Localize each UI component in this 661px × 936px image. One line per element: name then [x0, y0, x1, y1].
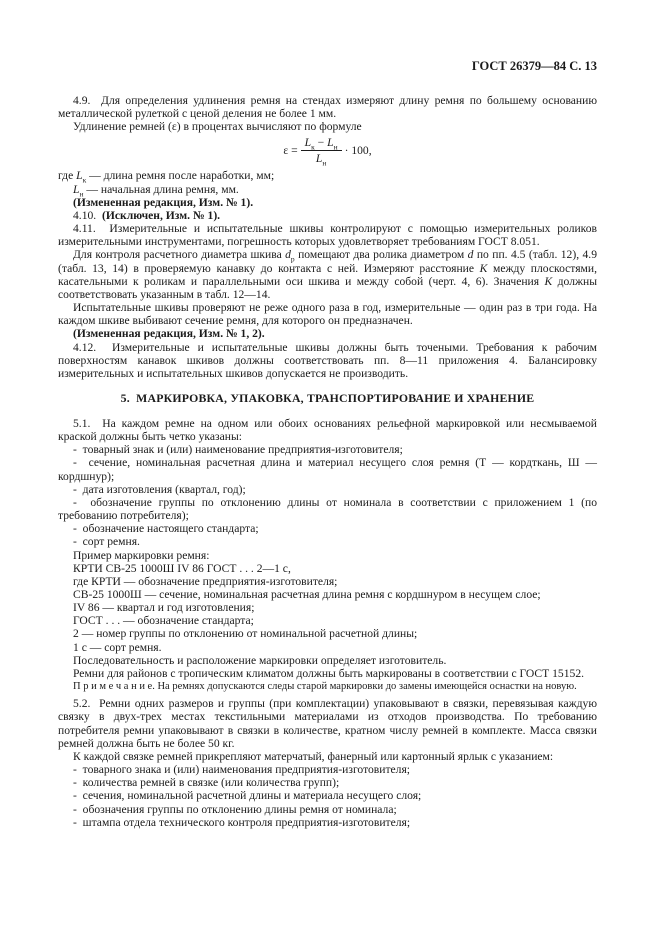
formula-lhs: [283, 144, 297, 157]
list-item: [58, 816, 597, 829]
fraction: [301, 136, 342, 168]
list-item: [58, 763, 597, 776]
page-header: ГОСТ 26379—84 С. 13: [471, 59, 597, 73]
amendment-note: [58, 327, 597, 340]
text-run: Для контроля расчетного диаметра шкива: [73, 248, 286, 262]
text-run: ε =: [283, 144, 298, 158]
text-run: - обозначение настоящего стандарта;: [73, 522, 259, 536]
list-item: [58, 443, 597, 456]
list-item: [58, 456, 597, 482]
list-item: [58, 789, 597, 802]
subscript: н: [322, 158, 327, 168]
text-run: где КРТИ — обозначение предприятия-изготовителя;: [73, 574, 338, 588]
section-heading: [58, 391, 597, 405]
paragraph: [58, 341, 597, 380]
text-run: где: [58, 169, 77, 183]
definition-line: [58, 614, 597, 627]
text-run: - штампа отдела технического контроля предприятия-изготовителя;: [73, 815, 411, 829]
variable: L: [304, 136, 312, 150]
text-run: 2 — номер группы по отклонению от номинальной расчетной длины;: [73, 627, 418, 641]
text-run: −: [314, 136, 328, 150]
definition-line: [58, 601, 597, 614]
text-run: КРТИ СВ-25 1000Ш IV 86 ГОСТ . . . 2—1 с,: [73, 561, 291, 575]
text-run: 4.12. Измерительные и испытательные шкивы должны быть точеными. Требования к рабочим поверхностям канавок шкивов должны соответствовать пп. 8—11 приложения 4. Балансировку измерительных и испытательных шкивов допускается не производить.: [58, 340, 597, 380]
text-run: (Исключен, Изм. № 1).: [101, 208, 221, 222]
list-item: [58, 803, 597, 816]
text-run: должны соответствовать указанным в табл. 12—14.: [58, 274, 597, 301]
variable: K: [479, 261, 488, 275]
text-run: - сорт ремня.: [73, 535, 140, 549]
text-run: - товарный знак и (или) наименование предприятия-изготовителя;: [73, 443, 403, 457]
text-run: 5.2. Ремни одних размеров и группы (при комплектации) упаковывают в связки, перевязывая каждую связку в двух-трех местах текстильными материалами из отходов производства. По требованию потребителя ремни упаковывают в связки в количестве, кратном числу ремней в комплекте. Масса связки ремней должна быть не более 50 кг.: [58, 697, 597, 750]
text-run: 4.11. Измерительные и испытательные шкивы контролируют с помощью измерительных роликов измерительными инструментами, погрешность которых удовлетворяет требованиям ГОСТ 8.051.: [58, 222, 597, 249]
fraction-denominator: [301, 151, 342, 168]
fraction-numerator: [301, 136, 342, 151]
paragraph: [58, 654, 597, 667]
definition-line: [58, 588, 597, 601]
paragraph: [58, 549, 597, 562]
text-run: 1 с — сорт ремня.: [73, 640, 162, 654]
paragraph: [58, 667, 597, 680]
variable: L: [73, 182, 80, 196]
paragraph: [58, 697, 597, 750]
paragraph: [58, 750, 597, 763]
paragraph: [58, 120, 597, 133]
document-body: [58, 94, 597, 829]
formula: [58, 136, 597, 168]
subscript: к: [82, 175, 87, 185]
text-run: - сечения, номинальной расчетной длины и материала несущего слоя;: [73, 789, 422, 803]
list-item: [58, 483, 597, 496]
text-run: между плоскостями, касательными к роликам и параллельными оси шкива и между собой (черт. 4, 6). Значения: [58, 261, 597, 288]
text-run: 5. МАРКИРОВКА, УПАКОВКА, ТРАНСПОРТИРОВАНИЕ И ХРАНЕНИЕ: [120, 390, 535, 405]
text-run: П р и м е ч а н и е. На ремнях допускаются следы старой маркировки до замены имеющейся оснастки на новую.: [73, 681, 577, 693]
text-run: по пп. 4.5 (табл. 12), 4.9 (табл. 13, 14) в проверяемую канавку до контакта с ней. Измеряют расстояние: [58, 248, 597, 275]
text-run: IV 86 — квартал и год изготовления;: [73, 601, 255, 615]
text-run: - сечение, номинальная расчетная длина и материал несущего слоя ремня (Т — кордткань, Ш — кордшнур);: [58, 456, 597, 483]
variable: d: [467, 248, 474, 262]
text-run: Ремни для районов с тропическим климатом должны быть маркированы в соответствии с ГОСТ 15152.: [73, 666, 585, 680]
text-run: - дата изготовления (квартал, год);: [73, 482, 246, 496]
subscript: н: [79, 188, 84, 198]
text-run: Пример маркировки ремня:: [73, 548, 210, 562]
subscript: к: [311, 142, 315, 152]
amendment-note: [58, 196, 597, 209]
paragraph: [58, 248, 597, 301]
text-run: (Измененная редакция, Изм. № 1, 2).: [73, 327, 265, 341]
variable: L: [315, 152, 323, 166]
text-run: 4.9. Для определения удлинения ремня на стендах измеряют длину ремня по большему основанию металлической рулеткой с ценой деления не более 1 мм.: [58, 94, 597, 121]
text-run: - обозначения группы по отклонению длины ремня от номинала;: [73, 802, 397, 816]
formula-rhs: [345, 144, 372, 157]
text-run: (Измененная редакция, Изм. № 1).: [73, 195, 254, 209]
text-run: Последовательность и расположение маркировки определяет изготовитель.: [73, 653, 447, 667]
text-run: - товарного знака и (или) наименования предприятия-изготовителя;: [73, 763, 411, 777]
paragraph: [58, 222, 597, 248]
footnote: [58, 680, 597, 693]
variable: L: [327, 136, 334, 150]
text-run: — начальная длина ремня, мм.: [83, 182, 239, 196]
paragraph: [58, 94, 597, 120]
definition-line: [58, 627, 597, 640]
marking-example: [58, 562, 597, 575]
text-run: СВ-25 1000Ш — сечение, номинальная расчетная длина ремня с кордшнуром в несущем слое;: [73, 588, 541, 601]
paragraph: [58, 417, 597, 443]
list-item: [58, 535, 597, 548]
variable: L: [76, 169, 83, 183]
text-run: помещают два ролика диаметром: [294, 248, 468, 262]
subscript: н: [333, 142, 338, 152]
definition-line: [58, 575, 597, 588]
text-run: Удлинение ремней (ε) в процентах вычисляют по формуле: [73, 120, 362, 134]
definition-line: [58, 183, 597, 196]
text-run: 4.10.: [73, 208, 102, 222]
text-run: Испытательные шкивы проверяют не реже одного раза в год, измерительные — один раз в три года. На каждом шкиве выбивают сечение ремня, для которого он предназначен.: [58, 301, 597, 328]
subscript: р: [290, 254, 295, 264]
definition-line: [58, 641, 597, 654]
text-run: - обозначение группы по отклонению длины от номинала в соответствии с приложением 1 (по требованию потребителя);: [58, 495, 597, 523]
paragraph: [58, 301, 597, 327]
variable: d: [285, 248, 291, 262]
paragraph: [58, 209, 597, 222]
list-item: [58, 496, 597, 522]
text-run: 5.1. На каждом ремне на одном или обоих основаниях рельефной маркировкой или несмываемой краской должны быть четко указаны:: [58, 416, 597, 444]
text-run: · 100,: [344, 144, 372, 158]
list-item: [58, 522, 597, 535]
text-run: К каждой связке ремней прикрепляют матерчатый, фанерный или картонный ярлык с указанием:: [73, 749, 554, 763]
text-run: — длина ремня после наработки, мм;: [86, 169, 275, 183]
text-run: ГОСТ . . . — обозначение стандарта;: [73, 614, 254, 628]
list-item: [58, 776, 597, 789]
definition-line: [58, 169, 597, 185]
text-run: - количества ремней в связке (или количества групп);: [73, 776, 340, 790]
variable: K: [544, 274, 553, 288]
